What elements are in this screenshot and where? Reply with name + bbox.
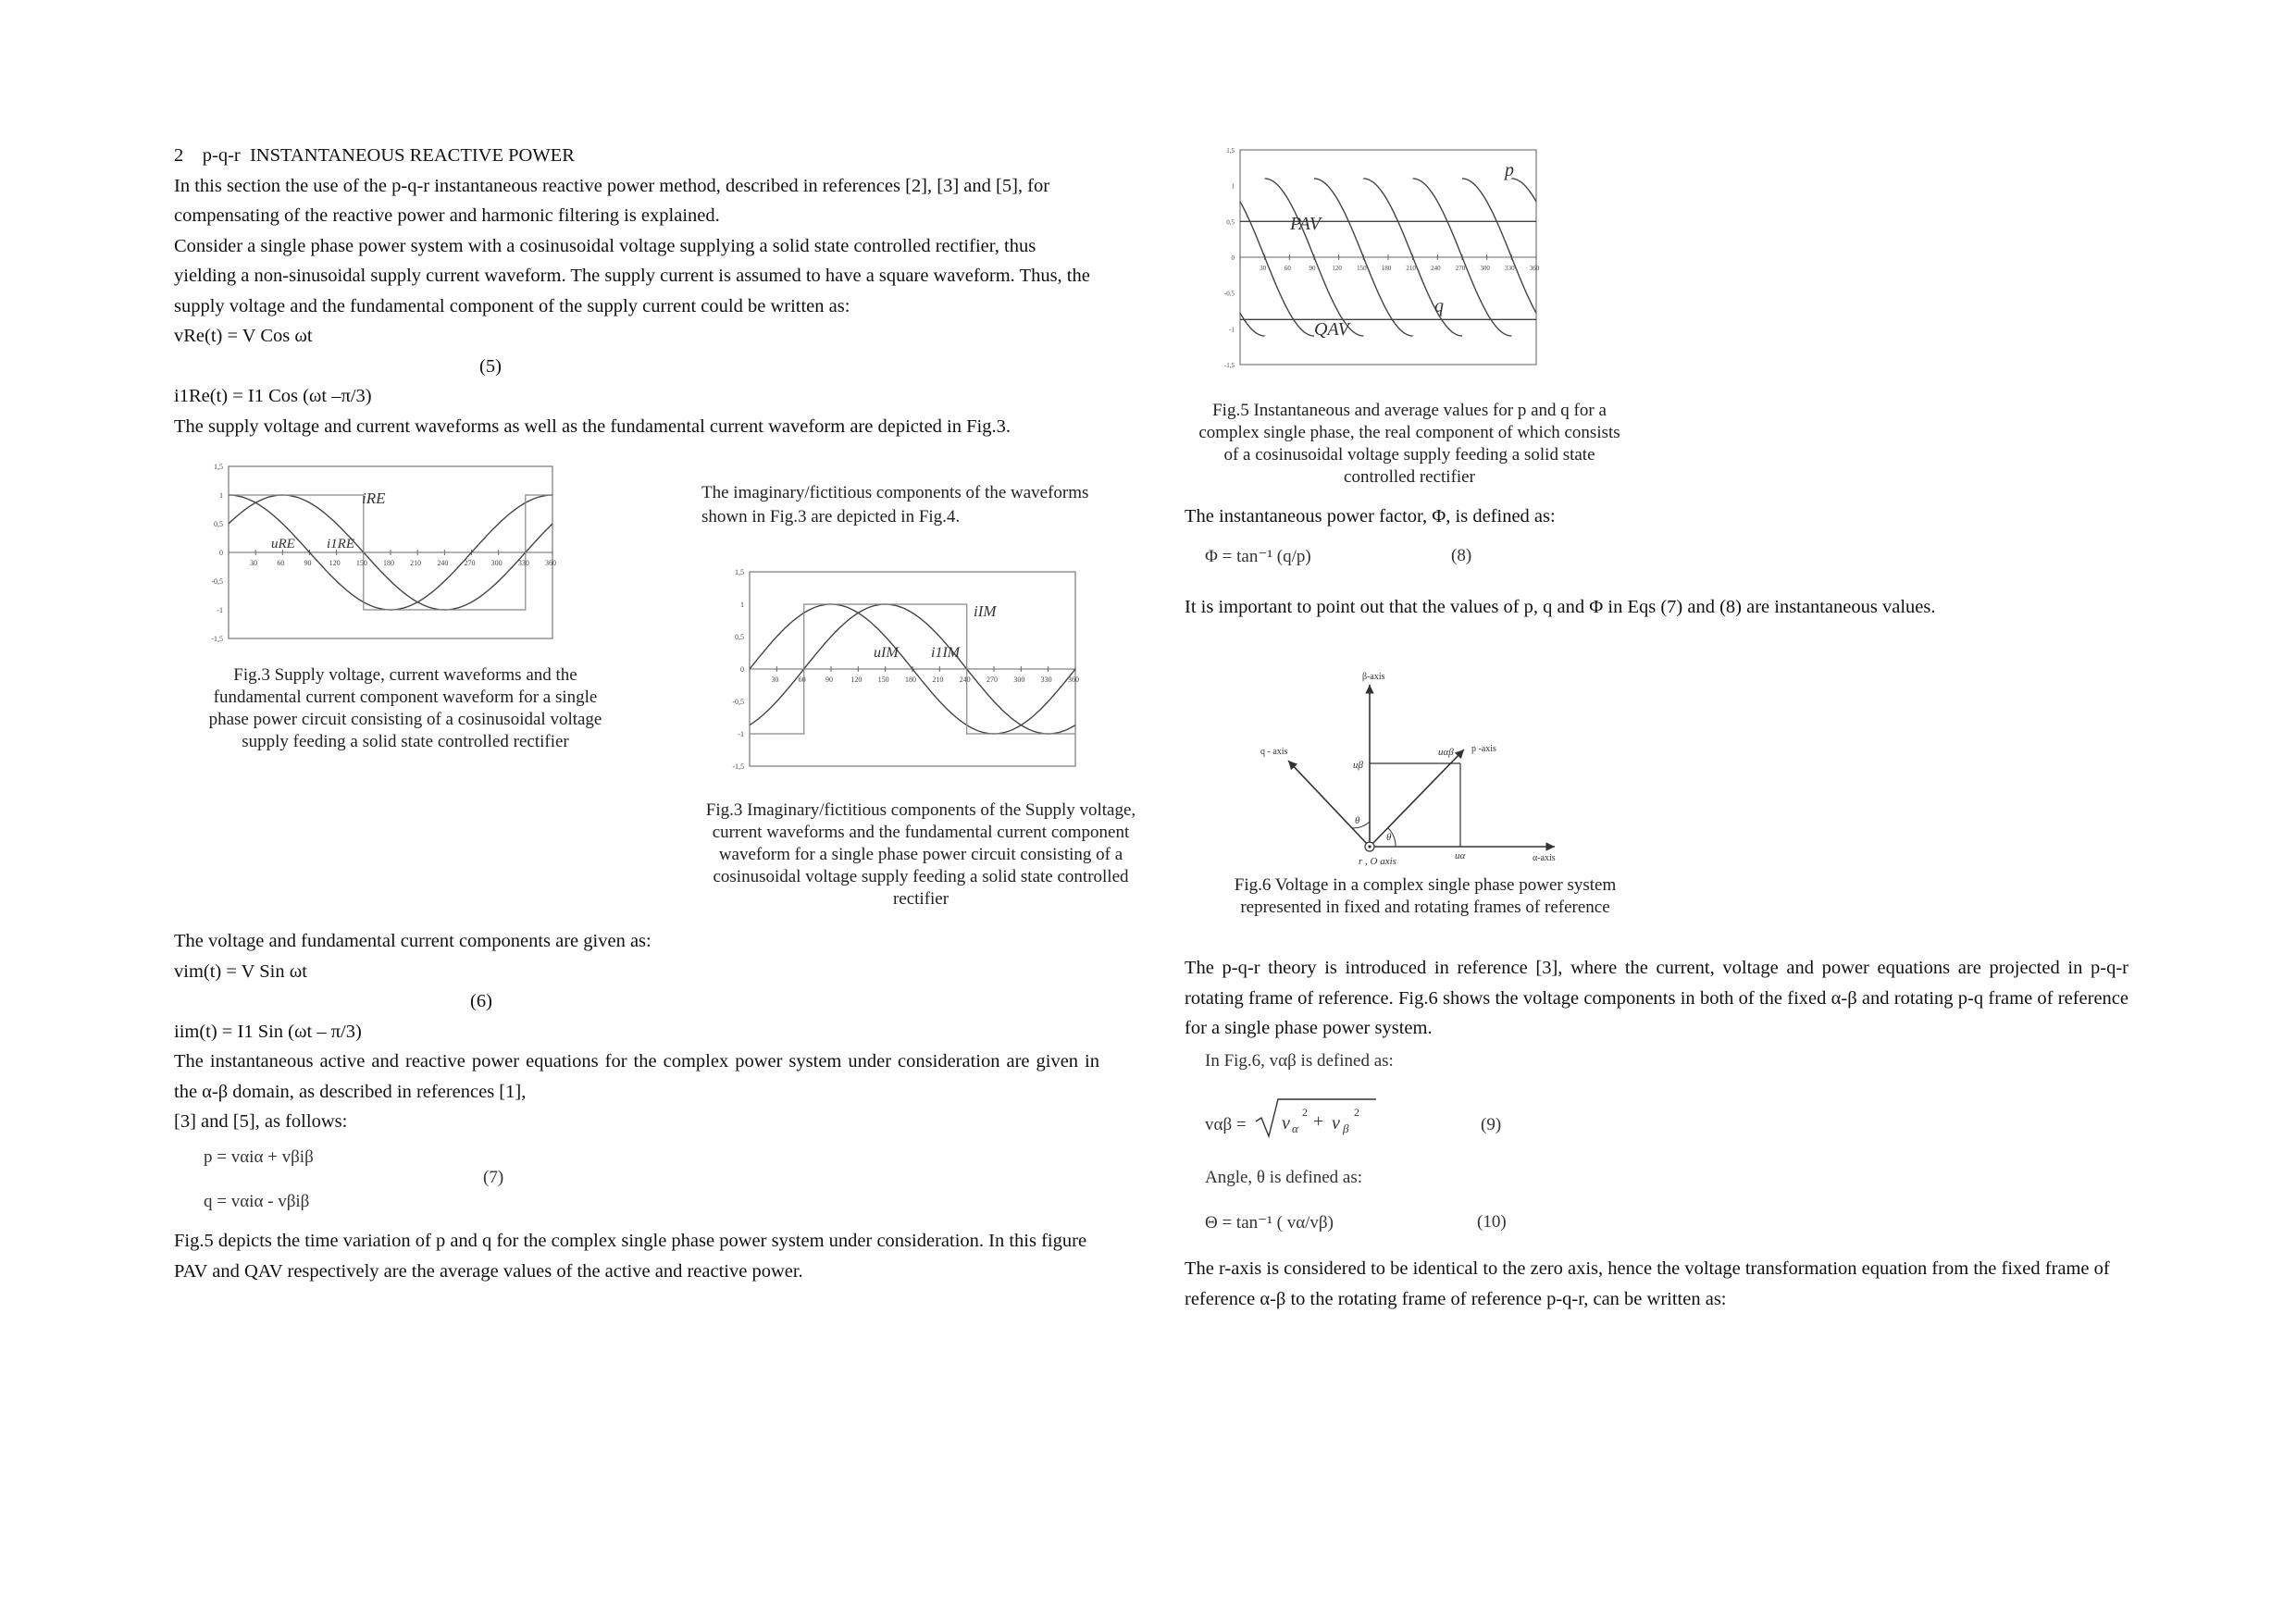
fig3-chart bbox=[199, 459, 569, 644]
fig5-x-tick-label: 150 bbox=[1357, 265, 1367, 272]
fig4-label-i: iIM bbox=[974, 602, 997, 620]
right-text-3 bbox=[1185, 953, 2128, 1044]
svg-text:β: β bbox=[1343, 1121, 1349, 1135]
fig4-caption: Fig.3 Imaginary/fictitious components of the Supply voltage, current waveforms and the fundamental current component waveform for a single phase power circuit consisting of a cosinusoidal voltage supply feeding a solid state controlled rectifier bbox=[705, 800, 1136, 909]
fig4-chart bbox=[713, 563, 1101, 775]
eq9-number: (9) bbox=[1481, 1115, 1502, 1134]
right-text-2 bbox=[1185, 592, 2147, 623]
fig3-x-tick-label: 240 bbox=[437, 559, 449, 567]
fig3-x-tick-label: 150 bbox=[355, 559, 367, 567]
fig4-y-tick-label: 1 bbox=[740, 601, 744, 609]
fig5-x-tick-label: 330 bbox=[1505, 265, 1515, 272]
fig5-x-tick-label: 90 bbox=[1309, 265, 1316, 272]
fig6-diagram bbox=[1249, 666, 1582, 870]
fig3-y-tick-label: 0,5 bbox=[214, 520, 223, 528]
fig3-label-u: uRE bbox=[271, 537, 295, 551]
paragraph: The instantaneous power factor, Φ, is defined as: bbox=[1185, 506, 1556, 527]
fig4-x-tick-label: 270 bbox=[987, 675, 998, 684]
fig3-y-tick-label: -1 bbox=[217, 606, 223, 614]
fig4-y-tick-label: 0,5 bbox=[735, 633, 744, 641]
eq8-number: (8) bbox=[1451, 546, 1472, 565]
fig3-x-tick-label: 90 bbox=[304, 559, 312, 567]
fig4-y-tick-label: -1,5 bbox=[732, 762, 744, 771]
fig5-y-tick-label: 1 bbox=[1231, 182, 1235, 191]
fig3-x-tick-label: 360 bbox=[545, 559, 556, 567]
fig5-x-tick-label: 60 bbox=[1284, 265, 1291, 272]
paragraph: In this section the use of the p-q-r instantaneous reactive power method, described in references [2], [3] and [5], for compensating of the reactive power and harmonic filtering is explained. bbox=[174, 175, 1050, 226]
fig3-y-tick-label: -0,5 bbox=[211, 577, 223, 586]
fig5-x-tick-label: 30 bbox=[1260, 265, 1267, 272]
fig6-beta-label: β-axis bbox=[1362, 672, 1385, 682]
fig3-y-tick-label: 1,5 bbox=[214, 463, 223, 471]
fig4-x-tick-label: 120 bbox=[850, 675, 863, 684]
eq9-lhs: vαβ = bbox=[1205, 1115, 1247, 1134]
fig3-label-i: iRE bbox=[362, 489, 386, 507]
eq10-intro: Angle, θ is defined as: bbox=[1205, 1168, 1363, 1187]
right-text-1 bbox=[1185, 502, 2147, 532]
fig4-intro: The imaginary/fictitious components of the waveforms shown in Fig.3 are depicted in Fig.4. bbox=[701, 483, 1089, 527]
equation-number: (6) bbox=[470, 991, 492, 1011]
fig6-q-axis bbox=[1288, 761, 1370, 847]
fig6-theta-label-2: θ bbox=[1386, 832, 1392, 843]
fig5-x-tick-label: 360 bbox=[1529, 265, 1540, 272]
eq10: Θ = tan⁻¹ ( vα/vβ) bbox=[1205, 1213, 1334, 1233]
fig3-x-tick-label: 300 bbox=[490, 559, 503, 567]
fig4-y-tick-label: -0,5 bbox=[732, 698, 744, 706]
left-column bbox=[174, 141, 1099, 441]
fig4-x-tick-label: 210 bbox=[932, 675, 944, 684]
fig3-x-tick-label: 120 bbox=[329, 559, 341, 567]
paragraph: The instantaneous active and reactive power equations for the complex power system under consideration are given in the α-β domain, as described in references [1], bbox=[174, 1051, 1099, 1102]
left-bottom-text bbox=[174, 1226, 1099, 1286]
fig6-alpha-label: α-axis bbox=[1533, 853, 1556, 863]
fig5-x-tick-label: 240 bbox=[1431, 265, 1441, 272]
fig3-x-tick-label: 180 bbox=[383, 559, 394, 567]
fig3-caption: Fig.3 Supply voltage, current waveforms and the fundamental current component waveform for a single phase power circuit consisting of a cosinusoidal voltage supply feeding a solid state controlled rectifier bbox=[208, 665, 602, 751]
paragraph: [3] and [5], as follows: bbox=[174, 1111, 348, 1132]
svg-text:+: + bbox=[1313, 1111, 1324, 1132]
fig3-label-i1: i1RE bbox=[327, 537, 354, 551]
eq7-q: q = vαiα - vβiβ bbox=[204, 1192, 310, 1211]
fig4-x-tick-label: 240 bbox=[959, 675, 971, 684]
fig5-label-pav: PAV bbox=[1290, 214, 1322, 234]
paragraph: The p-q-r theory is introduced in reference [3], where the current, voltage and power equations are projected in p-q-r rotating frame of reference. Fig.6 shows the voltage components in both of the fixed α-β and rotating p-q frame of reference for a single phase power system. bbox=[1185, 958, 2128, 1038]
fig6-valpha-label: uα bbox=[1455, 850, 1466, 861]
fig5-caption: Fig.5 Instantaneous and average values for p and q for a complex single phase, the real component of which consists of a cosinusoidal voltage supply feeding a solid state controlled rectifier bbox=[1198, 401, 1620, 487]
fig6-caption: Fig.6 Voltage in a complex single phase power system represented in fixed and rotating frames of reference bbox=[1234, 875, 1617, 917]
svg-text:v: v bbox=[1332, 1113, 1340, 1134]
paragraph: The r-axis is considered to be identical to the zero axis, hence the voltage transformation equation from the fixed frame of reference α-β to the rotating frame of reference p-q-r, can be written as: bbox=[1185, 1258, 2110, 1309]
eq8: Φ = tan⁻¹ (q/p) bbox=[1205, 547, 1311, 566]
fig4-x-tick-label: 90 bbox=[825, 675, 833, 684]
eq9-intro: In Fig.6, vαβ is defined as: bbox=[1205, 1051, 1394, 1071]
paragraph: It is important to point out that the values of p, q and Φ in Eqs (7) and (8) are instantaneous values. bbox=[1185, 597, 1936, 617]
fig4-x-tick-label: 30 bbox=[771, 675, 779, 684]
fig5-x-tick-label: 120 bbox=[1332, 265, 1342, 272]
fig3-y-tick-label: 1 bbox=[219, 491, 223, 500]
equation-line: i1Re(t) = I1 Cos (ωt –π/3) bbox=[174, 386, 372, 406]
fig4-label-i1: i1IM bbox=[931, 645, 961, 661]
fig5-label-q: q bbox=[1434, 296, 1444, 316]
fig4-y-tick-label: 1,5 bbox=[735, 568, 744, 576]
fig6-r-label: r , O axis bbox=[1359, 856, 1396, 867]
paragraph: Consider a single phase power system with a cosinusoidal voltage supplying a solid state controlled rectifier, thus yielding a non-sinusoidal supply current waveform. The supply current is assumed to have a square waveform. Thus, the supply voltage and the fundamental component of the supply current could be written as: bbox=[174, 235, 1090, 316]
left-lower-text bbox=[174, 926, 1099, 1137]
fig5-y-tick-label: -1 bbox=[1229, 326, 1235, 334]
equation-line: vim(t) = V Sin ωt bbox=[174, 960, 307, 982]
paragraph: The supply voltage and current waveforms as well as the fundamental current waveform are depicted in Fig.3. bbox=[174, 415, 1011, 437]
fig6-q-label: q - axis bbox=[1260, 747, 1288, 757]
fig4-x-tick-label: 300 bbox=[1013, 675, 1025, 684]
paragraph: The voltage and fundamental current components are given as: bbox=[174, 931, 652, 951]
fig6-theta-label-1: θ bbox=[1355, 815, 1360, 826]
fig5-y-tick-label: 1,5 bbox=[1226, 147, 1235, 155]
fig4-x-tick-label: 150 bbox=[877, 675, 889, 684]
eq7-number: (7) bbox=[483, 1168, 504, 1187]
fig5-x-tick-label: 180 bbox=[1381, 265, 1392, 272]
equation-line: vRe(t) = V Cos ωt bbox=[174, 326, 313, 346]
fig6-p-label: p -axis bbox=[1471, 744, 1496, 754]
fig5-y-tick-label: -0,5 bbox=[1223, 290, 1235, 298]
fig3-y-tick-label: -1,5 bbox=[211, 635, 223, 643]
fig4-x-tick-label: 360 bbox=[1068, 675, 1079, 684]
fig6-vbeta-label: uβ bbox=[1353, 760, 1363, 771]
fig4-y-tick-label: 0 bbox=[740, 665, 744, 674]
fig4-y-tick-label: -1 bbox=[738, 730, 744, 738]
fig6-p-axis bbox=[1370, 750, 1464, 847]
fig4-label-u: uIM bbox=[874, 645, 899, 661]
fig5-label-qav: QAV bbox=[1314, 319, 1349, 340]
fig5-x-tick-label: 270 bbox=[1455, 265, 1466, 272]
fig5-chart bbox=[1203, 141, 1555, 377]
fig3-x-tick-label: 60 bbox=[277, 559, 285, 567]
fig4-x-tick-label: 60 bbox=[798, 675, 806, 684]
equation-number: (5) bbox=[479, 355, 502, 377]
fig3-x-tick-label: 30 bbox=[250, 559, 258, 567]
fig5-y-ticks bbox=[1224, 147, 1235, 369]
svg-text:2: 2 bbox=[1354, 1106, 1359, 1119]
fig3-x-tick-label: 330 bbox=[517, 559, 529, 567]
eq7-p: p = vαiα + vβiβ bbox=[204, 1147, 314, 1167]
equation-line: iim(t) = I1 Sin (ωt – π/3) bbox=[174, 1021, 362, 1042]
fig5-y-tick-label: -1,5 bbox=[1223, 362, 1235, 369]
fig4-x-tick-label: 330 bbox=[1040, 675, 1052, 684]
paragraph: Fig.5 depicts the time variation of p and q for the complex single phase power system under consideration. In this figure PAV and QAV respectively are the average values of the active and reactive power. bbox=[174, 1231, 1087, 1282]
fig5-y-tick-label: 0 bbox=[1231, 254, 1235, 262]
fig5-label-p: p bbox=[1505, 160, 1514, 180]
eq9-radical bbox=[1254, 1096, 1379, 1142]
fig3-y-ticks bbox=[211, 463, 223, 643]
fig5-x-tick-label: 300 bbox=[1480, 265, 1490, 272]
svg-text:α: α bbox=[1292, 1121, 1298, 1135]
svg-text:2: 2 bbox=[1302, 1106, 1308, 1119]
fig3-x-tick-label: 210 bbox=[410, 559, 422, 567]
right-text-4 bbox=[1185, 1254, 2128, 1314]
svg-text:v: v bbox=[1282, 1113, 1290, 1134]
fig5-y-tick-label: 0,5 bbox=[1226, 218, 1235, 227]
eq10-number: (10) bbox=[1477, 1212, 1507, 1232]
fig4-y-ticks bbox=[732, 568, 744, 771]
fig4-x-tick-label: 180 bbox=[905, 675, 916, 684]
section-heading: 2 p-q-r INSTANTANEOUS REACTIVE POWER bbox=[174, 145, 575, 166]
fig3-x-tick-label: 270 bbox=[464, 559, 476, 567]
fig6-vab-label: uαβ bbox=[1438, 747, 1454, 758]
fig5-x-tick-label: 210 bbox=[1406, 265, 1416, 272]
fig3-y-tick-label: 0 bbox=[219, 549, 223, 557]
